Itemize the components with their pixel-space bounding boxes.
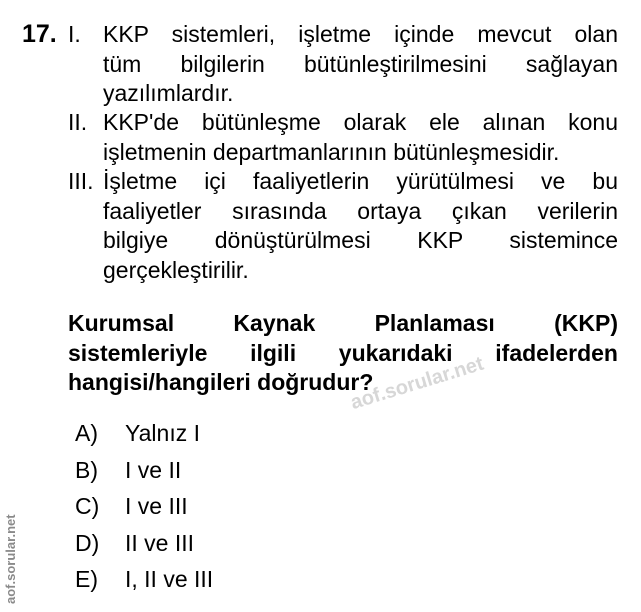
statement-2-text (103, 108, 618, 167)
option-letter: A) (75, 420, 98, 446)
question-stem (68, 309, 618, 398)
question-stem-line: sistemleriyle ilgili yukarıdaki ifadelerden (68, 339, 618, 366)
statement-line: gerçekleştirilir. (103, 256, 249, 283)
option-text: II ve III (125, 529, 195, 556)
option-text: I ve III (125, 493, 188, 519)
statement-1-numeral: I. (68, 21, 81, 47)
option-letter: E) (75, 566, 98, 592)
statement-line: işletmenin departmanlarının bütünleşmesidir. (103, 138, 560, 165)
statement-line: faaliyetler sırasında ortaya çıkan verilerin (103, 197, 618, 224)
watermark-side: aof.sorular.net (3, 514, 18, 604)
option-text: I ve II (125, 456, 182, 483)
option-text: Yalnız I (125, 420, 200, 446)
statement-line: KKP'de bütünleşme olarak ele alınan konu (103, 109, 618, 135)
statement-1 (68, 20, 618, 109)
option-letter: D) (75, 529, 100, 556)
statement-line: yazılımlardır. (103, 80, 234, 106)
statement-line: tüm bilgilerin bütünleştirilmesini sağlayan (103, 50, 618, 77)
statement-2-numeral: II. (68, 109, 88, 135)
option-letter: B) (75, 456, 98, 483)
statement-3-numeral: III. (68, 168, 94, 194)
statement-line: İşletme içi faaliyetlerin yürütülmesi ve bu (103, 168, 618, 194)
question-stem-line: hangisi/hangileri doğrudur? (68, 369, 374, 395)
option-letter: C) (75, 493, 100, 519)
question-stem-line: Kurumsal Kaynak Planlaması (KKP) (68, 310, 618, 336)
statement-line: KKP sistemleri, işletme içinde mevcut olan (103, 21, 618, 47)
question-number: 17. (22, 20, 57, 48)
watermark-main: aof.sorular.net (348, 352, 487, 415)
option-text: I, II ve III (125, 566, 214, 592)
statement-3 (68, 167, 618, 285)
statement-3-text (103, 167, 618, 285)
statement-2 (68, 108, 618, 168)
statement-line: bilgiye dönüştürülmesi KKP sistemince (103, 227, 618, 253)
statement-1-text (103, 20, 618, 109)
